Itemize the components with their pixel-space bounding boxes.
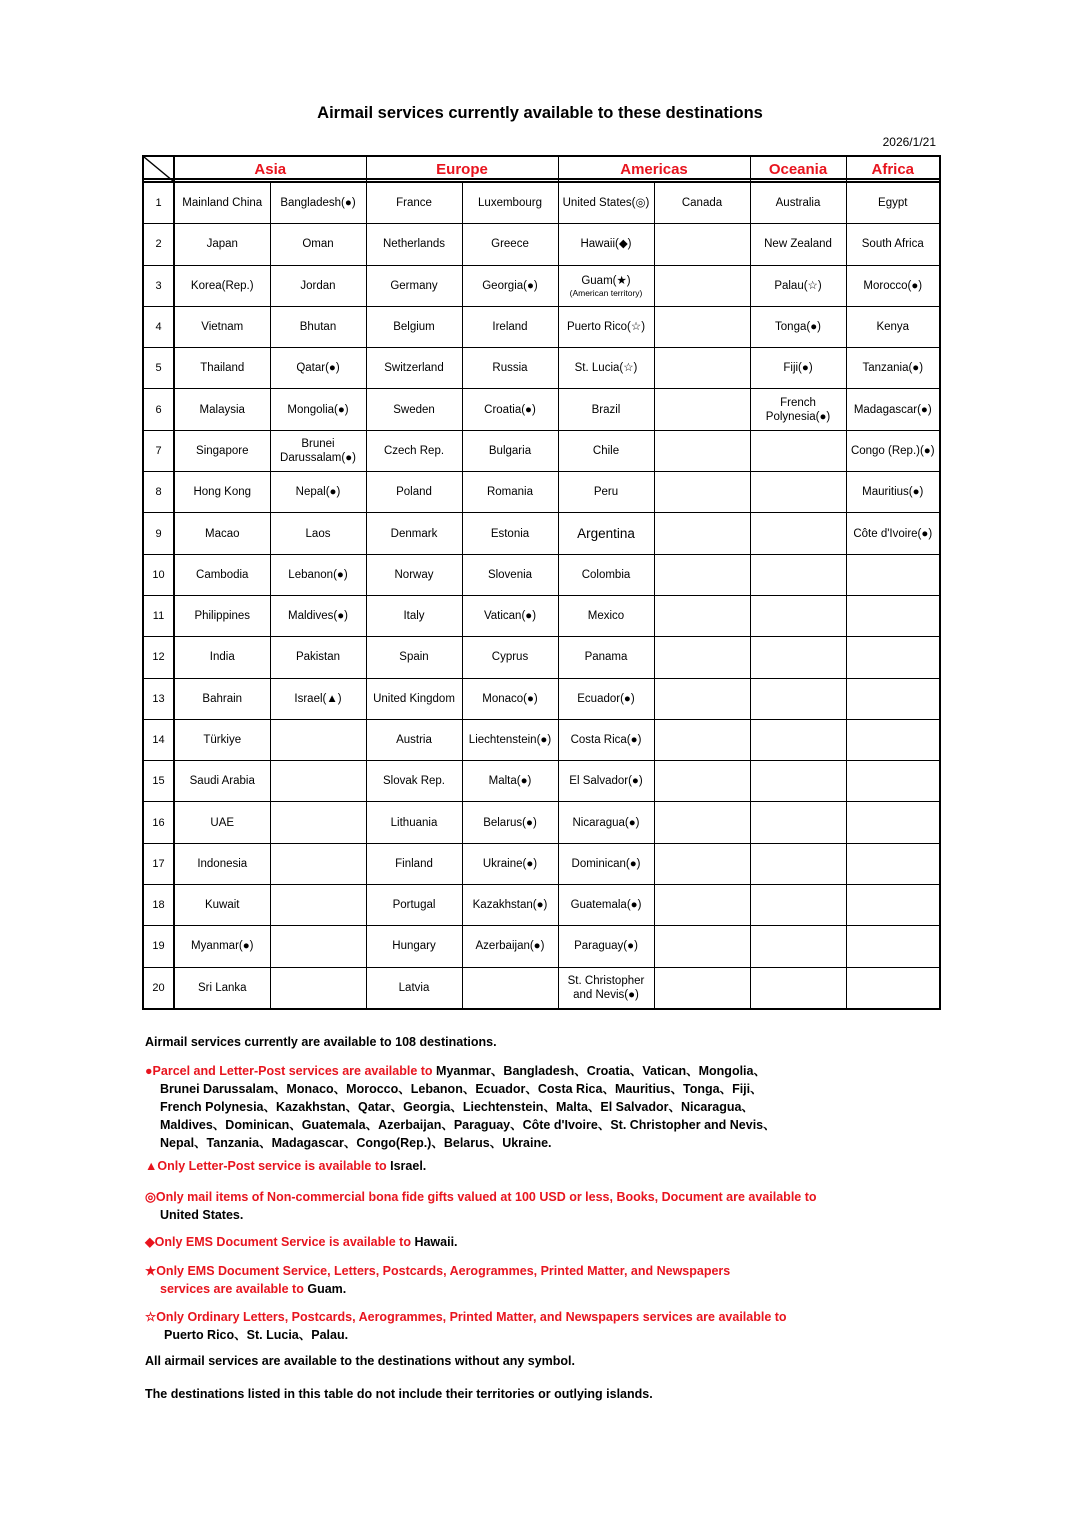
row-number: 16 (143, 802, 174, 843)
destination-name: Guam(★) (581, 274, 631, 287)
destination-cell (654, 472, 750, 513)
destination-cell: Liechtenstein(●) (462, 719, 558, 760)
destination-cell: Oman (270, 224, 366, 265)
row-number: 17 (143, 843, 174, 884)
note-parcel-list-4: Maldives、Dominican、Guatemala、Azerbaijan、Paraguay、Côte d'Ivoire、St. Christopher and Nevis、 (160, 1118, 776, 1132)
destination-cell (270, 926, 366, 967)
destination-cell: Brazil (558, 389, 654, 430)
row-number: 19 (143, 926, 174, 967)
row-number: 18 (143, 885, 174, 926)
destination-cell: Denmark (366, 513, 462, 554)
note-letter (145, 1159, 426, 1173)
region-europe: Europe (366, 156, 558, 182)
destination-cell: Norway (366, 554, 462, 595)
destination-cell: Latvia (366, 967, 462, 1009)
row-number: 20 (143, 967, 174, 1009)
destination-cell (654, 967, 750, 1009)
destination-cell: Saudi Arabia (174, 761, 270, 802)
row-number: 13 (143, 678, 174, 719)
destination-cell: Côte d'Ivoire(●) (846, 513, 940, 554)
row-number: 15 (143, 761, 174, 802)
destination-cell: Poland (366, 472, 462, 513)
row-number: 4 (143, 306, 174, 347)
destination-cell: Madagascar(●) (846, 389, 940, 430)
destination-cell (750, 472, 846, 513)
destination-cell: Hong Kong (174, 472, 270, 513)
destination-cell (654, 678, 750, 719)
corner-cell (143, 156, 174, 182)
destination-cell: Luxembourg (462, 182, 558, 224)
destination-cell: Estonia (462, 513, 558, 554)
destination-cell (750, 430, 846, 471)
destination-cell: Peru (558, 472, 654, 513)
destination-cell: Kazakhstan(●) (462, 885, 558, 926)
destination-cell: Puerto Rico(☆) (558, 306, 654, 347)
destination-cell (270, 719, 366, 760)
destination-cell: Costa Rica(●) (558, 719, 654, 760)
note-ordinary (145, 1308, 905, 1344)
destination-cell (654, 389, 750, 430)
destination-cell: Jordan (270, 265, 366, 306)
destination-cell: Netherlands (366, 224, 462, 265)
destination-cell (750, 843, 846, 884)
note-parcel (145, 1062, 865, 1152)
destination-cell (846, 802, 940, 843)
destination-cell: Malaysia (174, 389, 270, 430)
note-gifts (145, 1188, 905, 1224)
destination-cell: St. Lucia(☆) (558, 348, 654, 389)
destination-cell (846, 595, 940, 636)
note-letter-label: ▲Only Letter-Post service is available to (145, 1159, 387, 1173)
destination-cell (846, 843, 940, 884)
destination-cell: Finland (366, 843, 462, 884)
destination-cell: Mongolia(●) (270, 389, 366, 430)
table-row (143, 719, 940, 760)
destination-cell (846, 678, 940, 719)
destination-cell: Ireland (462, 306, 558, 347)
destination-cell: Argentina (558, 513, 654, 554)
destination-cell: Vatican(●) (462, 595, 558, 636)
destination-cell (750, 719, 846, 760)
destination-cell: Malta(●) (462, 761, 558, 802)
destination-cell (750, 637, 846, 678)
destination-cell (654, 843, 750, 884)
destination-cell: Israel(▲) (270, 678, 366, 719)
destination-cell: Tonga(●) (750, 306, 846, 347)
destination-cell: Slovenia (462, 554, 558, 595)
destination-cell: Dominican(●) (558, 843, 654, 884)
table-row (143, 348, 940, 389)
destination-cell: UAE (174, 802, 270, 843)
destination-cell (654, 554, 750, 595)
note-parcel-list-1: Myanmar、Bangladesh、Croatia、Vatican、Mongolia、 (436, 1064, 766, 1078)
destination-cell (270, 761, 366, 802)
destination-cell: Czech Rep. (366, 430, 462, 471)
destination-cell: Palau(☆) (750, 265, 846, 306)
destination-cell (750, 513, 846, 554)
destination-cell: Chile (558, 430, 654, 471)
destination-cell: Thailand (174, 348, 270, 389)
region-header-row (143, 156, 940, 182)
destination-cell: Ecuador(●) (558, 678, 654, 719)
destination-cell: Panama (558, 637, 654, 678)
destination-cell (270, 802, 366, 843)
note-parcel-label: ●Parcel and Letter-Post services are available to (145, 1064, 433, 1078)
destination-cell: Laos (270, 513, 366, 554)
destination-cell: Cambodia (174, 554, 270, 595)
destination-cell: Monaco(●) (462, 678, 558, 719)
note-ems-label: ◆Only EMS Document Service is available to (145, 1235, 411, 1249)
note-territories: The destinations listed in this table do not include their territories or outlying islands. (145, 1387, 653, 1401)
region-asia: Asia (174, 156, 366, 182)
table-row (143, 472, 940, 513)
destination-cell (654, 802, 750, 843)
note-count: Airmail services currently are available to 108 destinations. (145, 1035, 497, 1049)
row-number: 2 (143, 224, 174, 265)
page-title: Airmail services currently available to these destinations (317, 104, 763, 122)
destination-cell: Bulgaria (462, 430, 558, 471)
destination-cell: Hawaii(◆) (558, 224, 654, 265)
destination-cell (750, 926, 846, 967)
destination-cell (654, 719, 750, 760)
destination-cell (846, 926, 940, 967)
destination-cell: France (366, 182, 462, 224)
destination-cell: Switzerland (366, 348, 462, 389)
destination-cell: Egypt (846, 182, 940, 224)
destination-cell: South Africa (846, 224, 940, 265)
table-row (143, 554, 940, 595)
destination-cell: Philippines (174, 595, 270, 636)
table-row (143, 430, 940, 471)
destination-cell (750, 678, 846, 719)
destination-cell: Guatemala(●) (558, 885, 654, 926)
note-ordinary-label: ☆Only Ordinary Letters, Postcards, Aerogrammes, Printed Matter, and Newspapers services are available to (145, 1310, 787, 1324)
destination-cell: Croatia(●) (462, 389, 558, 430)
row-number: 9 (143, 513, 174, 554)
destination-subnote: (American territory) (569, 287, 643, 298)
table-row (143, 306, 940, 347)
destination-cell: Belgium (366, 306, 462, 347)
region-americas: Americas (558, 156, 750, 182)
destination-cell (750, 967, 846, 1009)
table-row (143, 802, 940, 843)
destination-cell: Kuwait (174, 885, 270, 926)
destination-cell (462, 967, 558, 1009)
destination-cell (846, 637, 940, 678)
destination-cell: Portugal (366, 885, 462, 926)
destination-cell (654, 265, 750, 306)
destination-cell: Tanzania(●) (846, 348, 940, 389)
destination-cell (654, 430, 750, 471)
destination-cell: Qatar(●) (270, 348, 366, 389)
destination-cell: Lithuania (366, 802, 462, 843)
row-number: 6 (143, 389, 174, 430)
destination-cell: Austria (366, 719, 462, 760)
destination-cell: Maldives(●) (270, 595, 366, 636)
table-row (143, 637, 940, 678)
destination-cell: Korea(Rep.) (174, 265, 270, 306)
destination-cell (750, 802, 846, 843)
row-number: 14 (143, 719, 174, 760)
destination-cell: New Zealand (750, 224, 846, 265)
destination-cell: Slovak Rep. (366, 761, 462, 802)
destination-cell (654, 306, 750, 347)
destination-cell: Mainland China (174, 182, 270, 224)
note-letter-dest: Israel. (390, 1159, 427, 1173)
destination-cell: Singapore (174, 430, 270, 471)
note-parcel-list-3: French Polynesia、Kazakhstan、Qatar、Georgia、Liechtenstein、Malta、El Salvador、Nicaragua、 (160, 1100, 754, 1114)
row-number: 7 (143, 430, 174, 471)
destination-cell: Ukraine(●) (462, 843, 558, 884)
destination-cell: Canada (654, 182, 750, 224)
destination-cell: Nicaragua(●) (558, 802, 654, 843)
destination-cell: Kenya (846, 306, 940, 347)
note-guam-dest: Guam. (307, 1282, 347, 1296)
destination-cell: Sweden (366, 389, 462, 430)
destination-cell: Bangladesh(●) (270, 182, 366, 224)
note-ems-dest: Hawaii. (414, 1235, 458, 1249)
note-guam-label-2: services are available to (160, 1282, 304, 1296)
destination-cell: Japan (174, 224, 270, 265)
destination-cell: St. Christopher and Nevis(●) (558, 967, 654, 1009)
destination-cell: India (174, 637, 270, 678)
destinations-table (142, 155, 941, 1010)
destination-cell: Paraguay(●) (558, 926, 654, 967)
destination-cell: El Salvador(●) (558, 761, 654, 802)
row-number: 5 (143, 348, 174, 389)
destination-cell (750, 885, 846, 926)
destination-cell: Germany (366, 265, 462, 306)
date-label: 2026/1/21 (882, 135, 936, 149)
destination-cell (270, 967, 366, 1009)
destination-cell: Colombia (558, 554, 654, 595)
destination-cell: Bahrain (174, 678, 270, 719)
table-row (143, 843, 940, 884)
destination-cell (846, 967, 940, 1009)
destination-cell: United States(◎) (558, 182, 654, 224)
destination-cell (750, 554, 846, 595)
destination-cell: Morocco(●) (846, 265, 940, 306)
destination-cell (654, 348, 750, 389)
destination-cell (750, 595, 846, 636)
destination-cell (846, 554, 940, 595)
destination-cell: Macao (174, 513, 270, 554)
destination-cell (270, 843, 366, 884)
destination-cell: Brunei Darussalam(●) (270, 430, 366, 471)
table-row (143, 761, 940, 802)
destination-cell: Fiji(●) (750, 348, 846, 389)
destination-cell: Pakistan (270, 637, 366, 678)
destination-cell: Nepal(●) (270, 472, 366, 513)
note-guam (145, 1262, 905, 1298)
destination-cell (846, 719, 940, 760)
destination-cell (654, 885, 750, 926)
destination-cell: Russia (462, 348, 558, 389)
destination-cell: Romania (462, 472, 558, 513)
table-row (143, 678, 940, 719)
region-africa: Africa (846, 156, 940, 182)
row-number: 11 (143, 595, 174, 636)
destination-cell (654, 637, 750, 678)
destination-cell: Congo (Rep.)(●) (846, 430, 940, 471)
destination-cell: Belarus(●) (462, 802, 558, 843)
destination-cell: Cyprus (462, 637, 558, 678)
destination-cell: Lebanon(●) (270, 554, 366, 595)
note-all-services: All airmail services are available to the destinations without any symbol. (145, 1354, 576, 1368)
note-guam-label-1: ★Only EMS Document Service, Letters, Postcards, Aerogrammes, Printed Matter, and Newspapers (145, 1264, 731, 1278)
destination-cell (654, 224, 750, 265)
destination-cell (654, 513, 750, 554)
row-number: 3 (143, 265, 174, 306)
table-row (143, 224, 940, 265)
destination-cell: Greece (462, 224, 558, 265)
table-row (143, 595, 940, 636)
destination-cell: Mexico (558, 595, 654, 636)
destination-cell: United Kingdom (366, 678, 462, 719)
table-row (143, 389, 940, 430)
destination-cell (846, 761, 940, 802)
destination-cell: French Polynesia(●) (750, 389, 846, 430)
destination-cell (654, 761, 750, 802)
destination-cell: Spain (366, 637, 462, 678)
destination-cell (654, 926, 750, 967)
table-row (143, 926, 940, 967)
destination-cell: Bhutan (270, 306, 366, 347)
row-number: 10 (143, 554, 174, 595)
destination-cell (270, 885, 366, 926)
note-ems (145, 1234, 458, 1249)
destination-cell (654, 595, 750, 636)
row-number: 8 (143, 472, 174, 513)
destination-cell (750, 761, 846, 802)
row-number: 12 (143, 637, 174, 678)
destination-cell: Türkiye (174, 719, 270, 760)
note-parcel-list-2: Brunei Darussalam、Monaco、Morocco、Lebanon、Ecuador、Costa Rica、Mauritius、Tonga、Fiji、 (160, 1082, 763, 1096)
destination-cell: Mauritius(●) (846, 472, 940, 513)
note-gifts-label: ◎Only mail items of Non-commercial bona fide gifts valued at 100 USD or less, Books, Document are available to (145, 1190, 817, 1204)
table-row (143, 265, 940, 306)
destination-cell: Australia (750, 182, 846, 224)
destination-cell (558, 265, 654, 306)
destination-cell: Georgia(●) (462, 265, 558, 306)
note-ordinary-dest: Puerto Rico、St. Lucia、Palau. (164, 1328, 349, 1342)
table-row (143, 182, 940, 224)
destination-cell: Azerbaijan(●) (462, 926, 558, 967)
destination-cell: Italy (366, 595, 462, 636)
destination-cell (846, 885, 940, 926)
destination-cell: Vietnam (174, 306, 270, 347)
note-parcel-list-5: Nepal、Tanzania、Madagascar、Congo(Rep.)、Belarus、Ukraine. (160, 1136, 552, 1150)
table-row (143, 885, 940, 926)
destination-cell: Sri Lanka (174, 967, 270, 1009)
row-number: 1 (143, 182, 174, 224)
note-gifts-dest: United States. (160, 1208, 244, 1222)
destination-cell: Myanmar(●) (174, 926, 270, 967)
region-oceania: Oceania (750, 156, 846, 182)
table-row (143, 513, 940, 554)
table-row (143, 967, 940, 1009)
destination-cell: Hungary (366, 926, 462, 967)
destination-cell: Indonesia (174, 843, 270, 884)
